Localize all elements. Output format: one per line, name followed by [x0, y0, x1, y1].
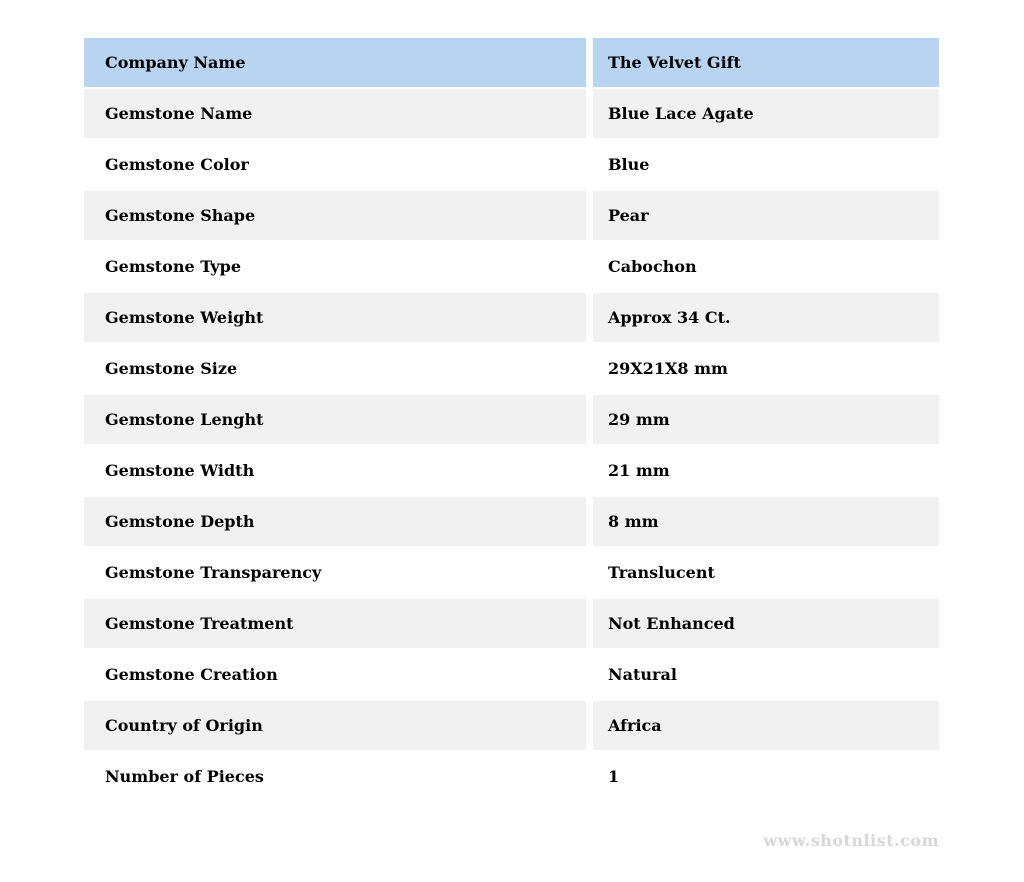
spec-value: 8 mm: [593, 497, 939, 548]
table-row: [84, 446, 939, 497]
header-label-cell: Company Name: [84, 38, 593, 89]
spec-label: Gemstone Name: [84, 89, 593, 140]
spec-label: Gemstone Width: [84, 446, 593, 497]
spec-label: Gemstone Color: [84, 140, 593, 191]
table-row: [84, 599, 939, 650]
spec-label: Gemstone Depth: [84, 497, 593, 548]
table-row: [84, 140, 939, 191]
spec-label: Gemstone Weight: [84, 293, 593, 344]
spec-label: Gemstone Type: [84, 242, 593, 293]
table-row: [84, 89, 939, 140]
table-header-row: [84, 38, 939, 89]
spec-value: Cabochon: [593, 242, 939, 293]
spec-value: Africa: [593, 701, 939, 752]
spec-label: Gemstone Transparency: [84, 548, 593, 599]
spec-value: 1: [593, 752, 939, 803]
spec-value: Approx 34 Ct.: [593, 293, 939, 344]
spec-label: Gemstone Treatment: [84, 599, 593, 650]
spec-value: Pear: [593, 191, 939, 242]
watermark-text: www.shotnlist.com: [763, 831, 939, 850]
spec-label: Gemstone Shape: [84, 191, 593, 242]
table-row: [84, 548, 939, 599]
spec-value: Not Enhanced: [593, 599, 939, 650]
table-row: [84, 395, 939, 446]
table-row: [84, 701, 939, 752]
table-row: [84, 650, 939, 701]
table-row: [84, 191, 939, 242]
table-row: [84, 497, 939, 548]
table-row: [84, 752, 939, 803]
spec-value: 21 mm: [593, 446, 939, 497]
spec-label: Country of Origin: [84, 701, 593, 752]
spec-value: Translucent: [593, 548, 939, 599]
spec-label: Gemstone Creation: [84, 650, 593, 701]
spec-label: Gemstone Lenght: [84, 395, 593, 446]
table-row: [84, 293, 939, 344]
gemstone-spec-table: [84, 38, 939, 803]
table-row: [84, 242, 939, 293]
spec-value: 29X21X8 mm: [593, 344, 939, 395]
header-value-cell: The Velvet Gift: [593, 38, 939, 89]
spec-label: Number of Pieces: [84, 752, 593, 803]
table-row: [84, 344, 939, 395]
spec-label: Gemstone Size: [84, 344, 593, 395]
spec-value: Blue Lace Agate: [593, 89, 939, 140]
spec-value: Natural: [593, 650, 939, 701]
spec-value: Blue: [593, 140, 939, 191]
spec-value: 29 mm: [593, 395, 939, 446]
